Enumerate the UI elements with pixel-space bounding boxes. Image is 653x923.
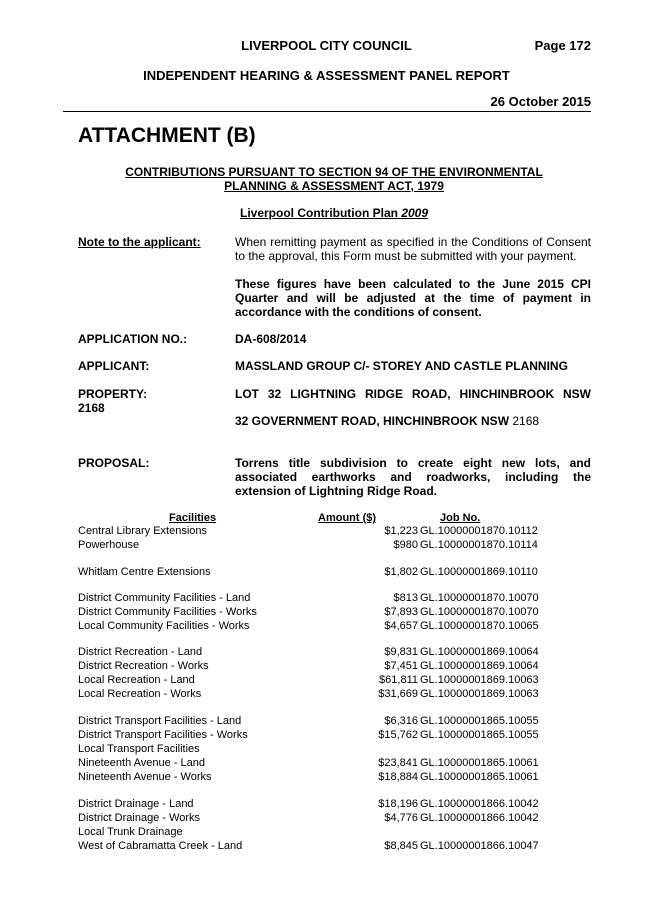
job-cell: GL.10000001870.10112 bbox=[420, 525, 538, 537]
proposal-label: PROPOSAL: bbox=[78, 456, 150, 470]
note-label: Note to the applicant: bbox=[78, 235, 201, 249]
amount-cell: $23,841 bbox=[378, 757, 418, 769]
plan-year: 2009 bbox=[401, 206, 429, 220]
property-address-2-postcode: 2168 bbox=[509, 414, 540, 428]
job-cell: GL.10000001869.10064 bbox=[420, 660, 539, 672]
facility-cell: District Transport Facilities - Works bbox=[78, 729, 248, 741]
council-name: LIVERPOOL CITY COUNCIL bbox=[241, 38, 412, 53]
applicant-label: APPLICANT: bbox=[78, 359, 150, 373]
table-row bbox=[78, 798, 539, 812]
job-cell: GL.10000001866.10042 bbox=[420, 812, 539, 824]
facility-cell: Powerhouse bbox=[78, 539, 140, 551]
table-row bbox=[78, 660, 539, 674]
job-cell: GL.10000001866.10042 bbox=[420, 798, 539, 810]
property-label: PROPERTY: bbox=[78, 387, 148, 401]
section-heading bbox=[78, 165, 590, 193]
table-row bbox=[78, 646, 539, 660]
job-cell: GL.10000001869.10064 bbox=[420, 646, 539, 658]
table-row bbox=[78, 826, 518, 840]
amount-cell: $31,669 bbox=[378, 688, 418, 700]
note-cpi-text: These figures have been calculated to the June 2015 CPI Quarter and will be adjusted at the time of payment in accordance with the conditions of consent. bbox=[235, 277, 591, 319]
amount-cell: $18,196 bbox=[378, 798, 418, 810]
amount-cell: $18,884 bbox=[378, 771, 418, 783]
proposal-value: Torrens title subdivision to create eight new lots, and associated earthworks and roadworks, including the extension of Lightning Ridge Road. bbox=[235, 456, 591, 498]
report-title: INDEPENDENT HEARING & ASSESSMENT PANEL REPORT bbox=[143, 68, 510, 83]
table-row bbox=[78, 715, 539, 729]
facility-cell: District Recreation - Land bbox=[78, 646, 203, 658]
table-row bbox=[78, 812, 539, 826]
job-cell: GL.10000001869.10063 bbox=[420, 688, 539, 700]
property-postcode: 2168 bbox=[78, 401, 105, 415]
report-date: 26 October 2015 bbox=[490, 94, 591, 109]
job-cell: GL.10000001865.10061 bbox=[420, 771, 539, 783]
applicant-value: MASSLAND GROUP C/- STOREY AND CASTLE PLANNING bbox=[235, 359, 568, 373]
property-address-1: LOT 32 LIGHTNING RIDGE ROAD, HINCHINBROOK NSW bbox=[235, 387, 591, 401]
amount-cell: $4,776 bbox=[384, 812, 418, 824]
facility-cell: District Transport Facilities - Land bbox=[78, 715, 242, 727]
contributions-table bbox=[78, 525, 539, 855]
table-row bbox=[78, 566, 538, 580]
facility-cell: District Recreation - Works bbox=[78, 660, 209, 672]
property-address-2-wrap bbox=[235, 414, 591, 428]
amount-cell: $15,762 bbox=[378, 729, 418, 741]
table-row bbox=[78, 688, 539, 702]
job-cell: GL.10000001865.10055 bbox=[420, 715, 539, 727]
facility-cell: Local Recreation - Works bbox=[78, 688, 202, 700]
amount-cell: $7,451 bbox=[384, 660, 418, 672]
job-cell: GL.10000001869.10063 bbox=[420, 674, 539, 686]
facility-cell: Central Library Extensions bbox=[78, 525, 208, 537]
header-divider bbox=[63, 111, 591, 112]
amount-cell: $61,811 bbox=[379, 674, 418, 686]
facility-cell: District Drainage - Land bbox=[78, 798, 194, 810]
facility-cell: Local Transport Facilities bbox=[78, 743, 200, 755]
facility-cell: Local Trunk Drainage bbox=[78, 826, 183, 838]
amount-cell: $9,831 bbox=[384, 646, 418, 658]
table-row bbox=[78, 674, 539, 688]
table-row bbox=[78, 757, 539, 771]
col-header-amount: Amount ($) bbox=[318, 512, 377, 524]
facility-cell: District Drainage - Works bbox=[78, 812, 201, 824]
amount-cell: $6,316 bbox=[384, 715, 418, 727]
application-number: DA-608/2014 bbox=[235, 332, 307, 346]
job-cell: GL.10000001870.10070 bbox=[420, 592, 539, 604]
job-cell: GL.10000001869.10110 bbox=[420, 566, 538, 578]
amount-cell: $7,893 bbox=[384, 606, 418, 618]
amount-cell: $4,657 bbox=[384, 620, 418, 632]
job-cell: GL.10000001865.10061 bbox=[420, 757, 539, 769]
job-cell: GL.10000001870.10065 bbox=[420, 620, 539, 632]
table-row bbox=[78, 840, 539, 854]
table-row bbox=[78, 592, 539, 606]
facility-cell: Nineteenth Avenue - Land bbox=[78, 757, 206, 769]
page-number: Page 172 bbox=[534, 38, 591, 53]
facility-cell: West of Cabramatta Creek - Land bbox=[78, 840, 243, 852]
attachment-title: ATTACHMENT (B) bbox=[78, 124, 256, 147]
table-row bbox=[78, 620, 539, 634]
amount-cell: $813 bbox=[393, 592, 418, 604]
facility-cell: District Community Facilities - Works bbox=[78, 606, 257, 618]
amount-cell: $1,802 bbox=[384, 566, 418, 578]
facility-cell: District Community Facilities - Land bbox=[78, 592, 251, 604]
note-text: When remitting payment as specified in the Conditions of Consent to the approval, this Form must be submitted with your payment. bbox=[235, 235, 591, 263]
plan-heading bbox=[78, 206, 590, 220]
amount-cell: $980 bbox=[393, 539, 418, 551]
amount-cell: $8,845 bbox=[384, 840, 418, 852]
facility-cell: Nineteenth Avenue - Works bbox=[78, 771, 212, 783]
col-header-job: Job No. bbox=[440, 512, 481, 524]
table-row bbox=[78, 729, 539, 743]
application-label: APPLICATION NO.: bbox=[78, 332, 188, 346]
job-cell: GL.10000001870.10114 bbox=[420, 539, 538, 551]
plan-prefix: Liverpool Contribution Plan bbox=[239, 206, 402, 220]
table-row bbox=[78, 606, 539, 620]
table-row bbox=[78, 743, 518, 757]
facility-cell: Whitlam Centre Extensions bbox=[78, 566, 211, 578]
amount-cell: $1,223 bbox=[384, 525, 418, 537]
facility-cell: Local Community Facilities - Works bbox=[78, 620, 250, 632]
table-row bbox=[78, 771, 539, 785]
table-row bbox=[78, 539, 538, 553]
section-heading-line-2: PLANNING & ASSESSMENT ACT, 1979 bbox=[224, 179, 444, 193]
table-row bbox=[78, 525, 538, 539]
job-cell: GL.10000001865.10055 bbox=[420, 729, 539, 741]
facility-cell: Local Recreation - Land bbox=[78, 674, 195, 686]
job-cell: GL.10000001866.10047 bbox=[420, 840, 539, 852]
job-cell: GL.10000001870.10070 bbox=[420, 606, 539, 618]
property-address-2: 32 GOVERNMENT ROAD, HINCHINBROOK NSW bbox=[235, 414, 510, 428]
col-header-facilities: Facilities bbox=[169, 512, 217, 524]
section-heading-line-1: CONTRIBUTIONS PURSUANT TO SECTION 94 OF THE ENVIRONMENTAL bbox=[125, 165, 543, 179]
